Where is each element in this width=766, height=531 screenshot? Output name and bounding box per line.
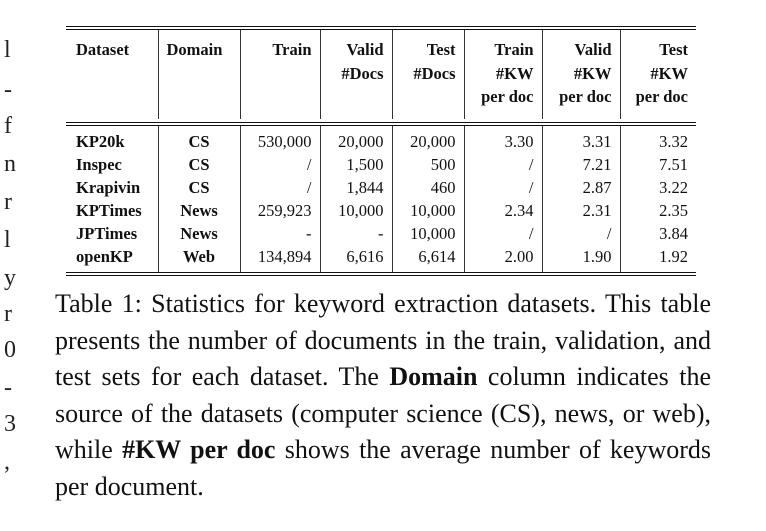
- cell-valid-docs: -: [320, 222, 392, 245]
- cell-valid-kw: 3.31: [542, 126, 620, 153]
- caption-bold-domain: Domain: [389, 362, 478, 391]
- cell-valid-docs: 1,844: [320, 176, 392, 199]
- edge-glyph: 0: [4, 337, 16, 363]
- table-row: [66, 126, 696, 153]
- cell-test-docs: 6,614: [392, 245, 464, 272]
- cell-train-docs: 530,000: [240, 126, 320, 153]
- cell-domain: CS: [158, 176, 240, 199]
- cell-train-kw: /: [464, 222, 542, 245]
- cell-test-docs: 500: [392, 153, 464, 176]
- cell-domain: News: [158, 199, 240, 222]
- cell-test-docs: 20,000: [392, 126, 464, 153]
- cell-test-docs: 10,000: [392, 199, 464, 222]
- table-bottom-rule: [66, 272, 696, 276]
- datasets-table: [66, 30, 696, 119]
- table-row: [66, 176, 696, 199]
- header-test-docs: Test #Docs: [392, 30, 464, 119]
- cell-domain: News: [158, 222, 240, 245]
- cell-test-docs: 460: [392, 176, 464, 199]
- table-row: [66, 153, 696, 176]
- edge-glyph: l: [4, 37, 11, 63]
- edge-glyph: -: [4, 77, 12, 103]
- cell-train-kw: 2.00: [464, 245, 542, 272]
- cell-test-kw: 3.22: [620, 176, 696, 199]
- caption-bold-kw: #KW per doc: [122, 435, 276, 464]
- cell-test-docs: 10,000: [392, 222, 464, 245]
- datasets-table-body: [66, 126, 696, 272]
- cell-train-docs: 134,894: [240, 245, 320, 272]
- statistics-table: [66, 26, 696, 276]
- table-row: [66, 245, 696, 272]
- cell-train-kw: /: [464, 153, 542, 176]
- cell-train-docs: -: [240, 222, 320, 245]
- cell-valid-docs: 20,000: [320, 126, 392, 153]
- cell-test-kw: 7.51: [620, 153, 696, 176]
- table-caption: [55, 286, 711, 505]
- cell-train-kw: 3.30: [464, 126, 542, 153]
- caption-text: Table 1: Statistics for keyword extraction datasets. This table presents the number of documents in the train, validation, and test sets for each dataset. The: [55, 289, 711, 391]
- edge-glyph: f: [4, 113, 12, 139]
- header-test-kw: Test #KW per doc: [620, 30, 696, 119]
- cell-train-kw: /: [464, 176, 542, 199]
- edge-glyph: y: [4, 265, 16, 291]
- caption-text: column indicates the source of the datasets (computer science (CS), news, or web), while: [55, 362, 711, 464]
- cell-domain: Web: [158, 245, 240, 272]
- header-train-docs: Train: [240, 30, 320, 119]
- cell-train-docs: /: [240, 153, 320, 176]
- cell-domain: CS: [158, 153, 240, 176]
- cell-dataset: Inspec: [76, 154, 122, 174]
- cell-domain: CS: [158, 126, 240, 153]
- cell-test-kw: 2.35: [620, 199, 696, 222]
- cell-train-docs: 259,923: [240, 199, 320, 222]
- cell-train-docs: /: [240, 176, 320, 199]
- cell-dataset: openKP: [76, 246, 133, 266]
- cell-valid-kw: /: [542, 222, 620, 245]
- edge-glyph: -: [4, 375, 12, 401]
- edge-glyph: ,: [4, 449, 10, 475]
- edge-glyph: l: [4, 227, 11, 253]
- cell-valid-docs: 1,500: [320, 153, 392, 176]
- edge-glyph: r: [4, 189, 12, 215]
- cell-test-kw: 3.84: [620, 222, 696, 245]
- caption-text: shows the average number of keywords per document.: [55, 435, 712, 501]
- cell-dataset: Krapivin: [76, 177, 141, 197]
- edge-glyph: 3: [4, 411, 16, 437]
- cell-test-kw: 3.32: [620, 126, 696, 153]
- cell-train-kw: 2.34: [464, 199, 542, 222]
- cell-valid-docs: 10,000: [320, 199, 392, 222]
- cell-valid-kw: 2.31: [542, 199, 620, 222]
- edge-glyph: n: [4, 151, 16, 177]
- header-domain: Domain: [158, 30, 240, 119]
- left-margin-text-fragments: [0, 0, 22, 531]
- header-dataset: Dataset: [76, 40, 130, 59]
- table-row: [66, 222, 696, 245]
- cell-dataset: JPTimes: [76, 223, 138, 243]
- cell-valid-docs: 6,616: [320, 245, 392, 272]
- cell-test-kw: 1.92: [620, 245, 696, 272]
- table-header-row: [66, 30, 696, 119]
- header-valid-docs: Valid #Docs: [320, 30, 392, 119]
- header-valid-kw: Valid #KW per doc: [542, 30, 620, 119]
- cell-valid-kw: 7.21: [542, 153, 620, 176]
- cell-valid-kw: 1.90: [542, 245, 620, 272]
- cell-dataset: KP20k: [76, 131, 125, 151]
- header-train-kw: Train #KW per doc: [464, 30, 542, 119]
- cell-valid-kw: 2.87: [542, 176, 620, 199]
- table-row: [66, 199, 696, 222]
- edge-glyph: r: [4, 301, 12, 327]
- cell-dataset: KPTimes: [76, 200, 142, 220]
